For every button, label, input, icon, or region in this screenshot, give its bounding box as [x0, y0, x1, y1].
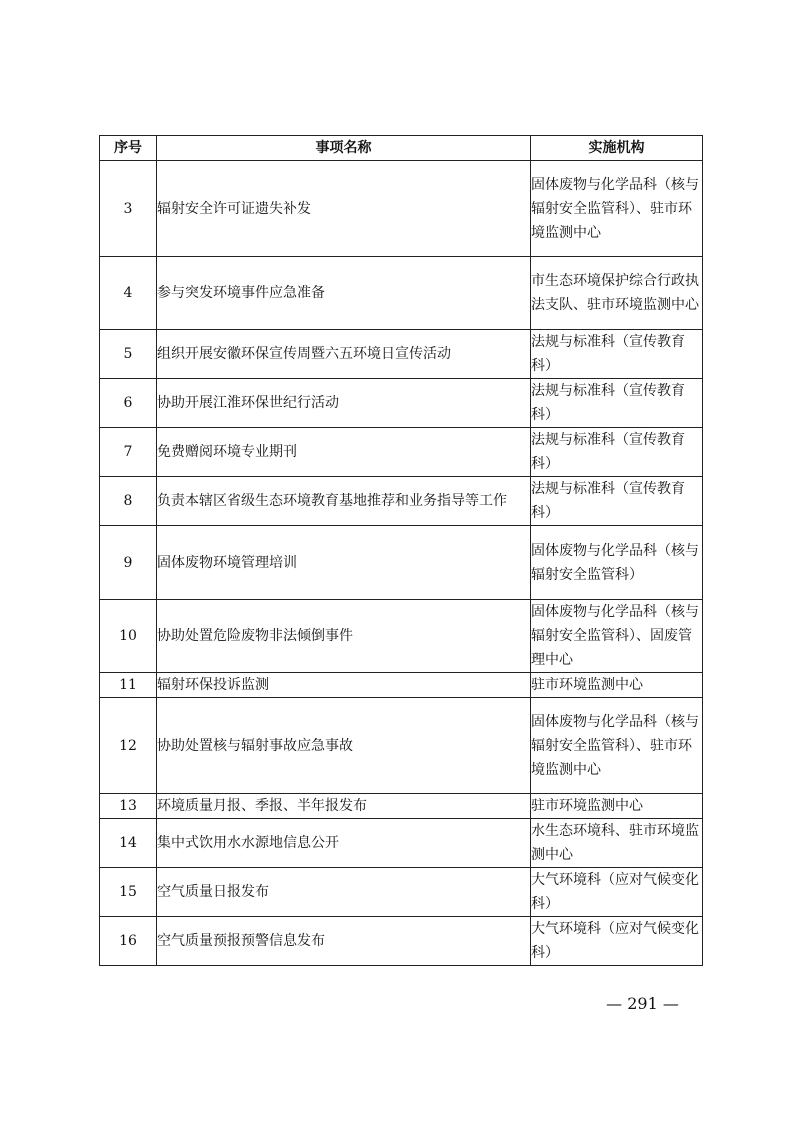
header-item-name: 事项名称: [157, 136, 531, 161]
row-implementing-agency: 法规与标准科（宣传教育科）: [531, 477, 703, 526]
row-item-name: 辐射安全许可证遗失补发: [157, 161, 531, 257]
row-implementing-agency: 固体废物与化学品科（核与辐射安全监管科）、驻市环境监测中心: [531, 161, 703, 257]
row-implementing-agency: 驻市环境监测中心: [531, 673, 703, 698]
row-item-name: 协助处置核与辐射事故应急事故: [157, 698, 531, 794]
table-row: [100, 161, 703, 257]
header-serial-number: 序号: [100, 136, 157, 161]
row-item-name: 免费赠阅环境专业期刊: [157, 428, 531, 477]
row-item-name: 协助处置危险废物非法倾倒事件: [157, 600, 531, 673]
row-item-name: 组织开展安徽环保宣传周暨六五环境日宣传活动: [157, 330, 531, 379]
row-serial-number: 10: [100, 600, 157, 673]
row-serial-number: 8: [100, 477, 157, 526]
row-item-name: 协助开展江淮环保世纪行活动: [157, 379, 531, 428]
row-item-name: 固体废物环境管理培训: [157, 526, 531, 600]
row-serial-number: 3: [100, 161, 157, 257]
table-row: [100, 698, 703, 794]
row-implementing-agency: 大气环境科（应对气候变化科）: [531, 868, 703, 917]
row-implementing-agency: 水生态环境科、驻市环境监测中心: [531, 819, 703, 868]
table-row: [100, 600, 703, 673]
row-item-name: 辐射环保投诉监测: [157, 673, 531, 698]
row-serial-number: 7: [100, 428, 157, 477]
row-item-name: 空气质量日报发布: [157, 868, 531, 917]
row-item-name: 负责本辖区省级生态环境教育基地推荐和业务指导等工作: [157, 477, 531, 526]
row-serial-number: 6: [100, 379, 157, 428]
table-row: [100, 673, 703, 698]
page-number: — 291 —: [606, 994, 679, 1013]
row-item-name: 空气质量预报预警信息发布: [157, 917, 531, 966]
table-row: [100, 379, 703, 428]
table-row: [100, 257, 703, 330]
row-item-name: 集中式饮用水水源地信息公开: [157, 819, 531, 868]
table-row: [100, 477, 703, 526]
row-serial-number: 15: [100, 868, 157, 917]
row-serial-number: 4: [100, 257, 157, 330]
row-serial-number: 13: [100, 794, 157, 819]
row-item-name: 参与突发环境事件应急准备: [157, 257, 531, 330]
service-items-table: [99, 135, 703, 966]
table-row: [100, 526, 703, 600]
row-serial-number: 5: [100, 330, 157, 379]
row-implementing-agency: 固体废物与化学品科（核与辐射安全监管科）、固废管理中心: [531, 600, 703, 673]
table-header-row: [100, 136, 703, 161]
row-serial-number: 14: [100, 819, 157, 868]
row-implementing-agency: 法规与标准科（宣传教育科）: [531, 330, 703, 379]
row-serial-number: 9: [100, 526, 157, 600]
row-serial-number: 12: [100, 698, 157, 794]
row-implementing-agency: 法规与标准科（宣传教育科）: [531, 428, 703, 477]
table-row: [100, 868, 703, 917]
row-implementing-agency: 固体废物与化学品科（核与辐射安全监管科）: [531, 526, 703, 600]
table-row: [100, 428, 703, 477]
table-row: [100, 819, 703, 868]
row-implementing-agency: 法规与标准科（宣传教育科）: [531, 379, 703, 428]
row-implementing-agency: 驻市环境监测中心: [531, 794, 703, 819]
table-row: [100, 917, 703, 966]
row-implementing-agency: 固体废物与化学品科（核与辐射安全监管科）、驻市环境监测中心: [531, 698, 703, 794]
table-row: [100, 330, 703, 379]
table-row: [100, 794, 703, 819]
row-serial-number: 16: [100, 917, 157, 966]
header-implementing-agency: 实施机构: [531, 136, 703, 161]
row-implementing-agency: 大气环境科（应对气候变化科）: [531, 917, 703, 966]
row-serial-number: 11: [100, 673, 157, 698]
row-item-name: 环境质量月报、季报、半年报发布: [157, 794, 531, 819]
row-implementing-agency: 市生态环境保护综合行政执法支队、驻市环境监测中心: [531, 257, 703, 330]
